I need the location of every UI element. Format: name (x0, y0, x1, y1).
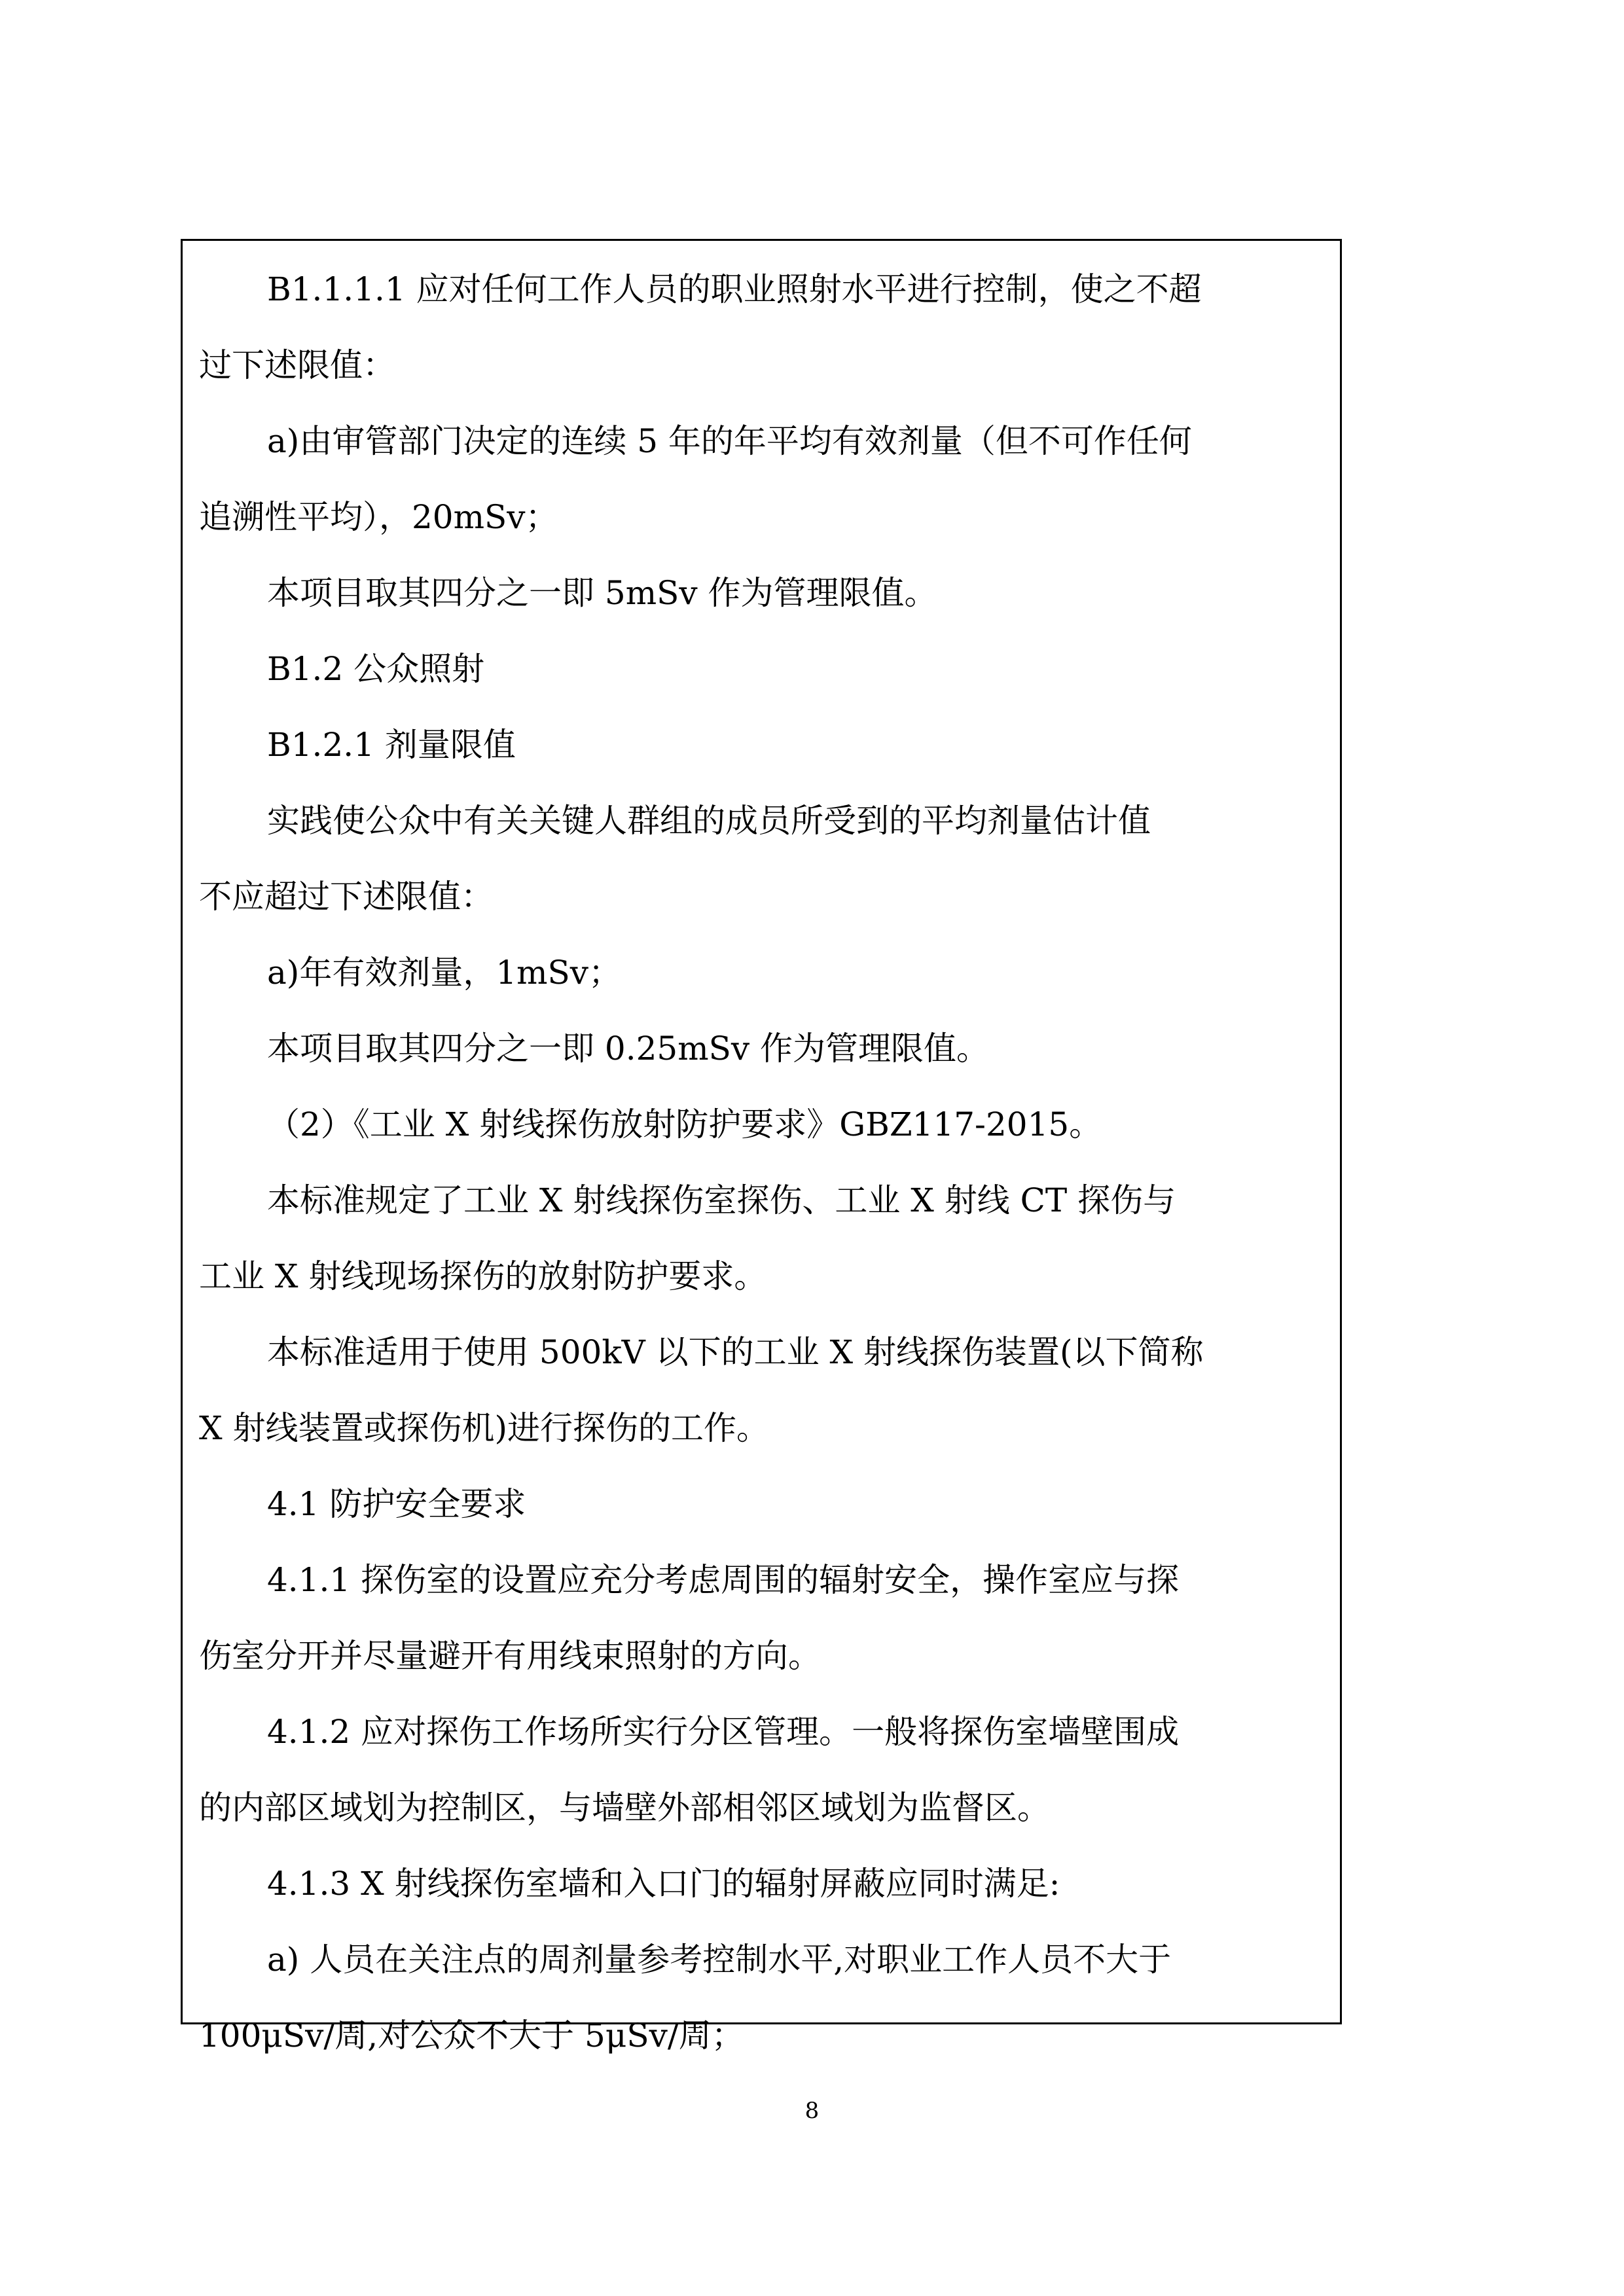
text-line: a)年有效剂量，1mSv； (267, 954, 622, 992)
text-line: （2）《工业 X 射线探伤放射防护要求》GBZ117-2015。 (267, 1105, 1102, 1143)
page-number: 8 (804, 2098, 820, 2124)
text-line: 本标准适用于使用 500kV 以下的工业 X 射线探伤装置(以下简称 (267, 1333, 1204, 1371)
text-line: 本项目取其四分之一即 5mSv 作为管理限值。 (267, 574, 937, 612)
text-line: 本标准规定了工业 X 射线探伤室探伤、工业 X 射线 CT 探伤与 (267, 1181, 1176, 1219)
text-line: 4.1.2 应对探伤工作场所实行分区管理。一般将探伤室墙壁围成 (267, 1713, 1180, 1751)
text-line: a)由审管部门决定的连续 5 年的年平均有效剂量（但不可作任何 (267, 422, 1192, 460)
text-frame (181, 239, 1342, 2054)
text-line: 的内部区域划为控制区，与墙壁外部相邻区域划为监督区。 (199, 1789, 1050, 1827)
text-line: 伤室分开并尽量避开有用线束照射的方向。 (199, 1637, 821, 1675)
text-line: 不应超过下述限值： (199, 878, 494, 916)
text-line: B1.2 公众照射 (267, 650, 485, 688)
text-line: B1.1.1.1 应对任何工作人员的职业照射水平进行控制，使之不超 (267, 270, 1202, 308)
text-line: X 射线装置或探伤机)进行探伤的工作。 (199, 1409, 769, 1447)
text-line: 过下述限值： (199, 346, 395, 384)
document-body (199, 251, 1324, 2073)
text-line: 4.1.1 探伤室的设置应充分考虑周围的辐射安全，操作室应与探 (267, 1561, 1180, 1599)
text-line: 工业 X 射线现场探伤的放射防护要求。 (199, 1257, 767, 1295)
text-line: 追溯性平均），20mSv； (199, 498, 558, 536)
text-line: 4.1 防护安全要求 (267, 1485, 526, 1523)
text-line: a) 人员在关注点的周剂量参考控制水平,对职业工作人员不大于 (267, 1941, 1172, 1979)
text-line: 本项目取其四分之一即 0.25mSv 作为管理限值。 (267, 1030, 990, 1067)
text-line: 100μSv/周,对公众不大于 5μSv/周； (199, 2017, 744, 2054)
text-line: B1.2.1 剂量限值 (267, 726, 516, 764)
text-line: 实践使公众中有关关键人群组的成员所受到的平均剂量估计值 (267, 802, 1151, 840)
text-line: 4.1.3 X 射线探伤室墙和入口门的辐射屏蔽应同时满足: (267, 1865, 1060, 1903)
